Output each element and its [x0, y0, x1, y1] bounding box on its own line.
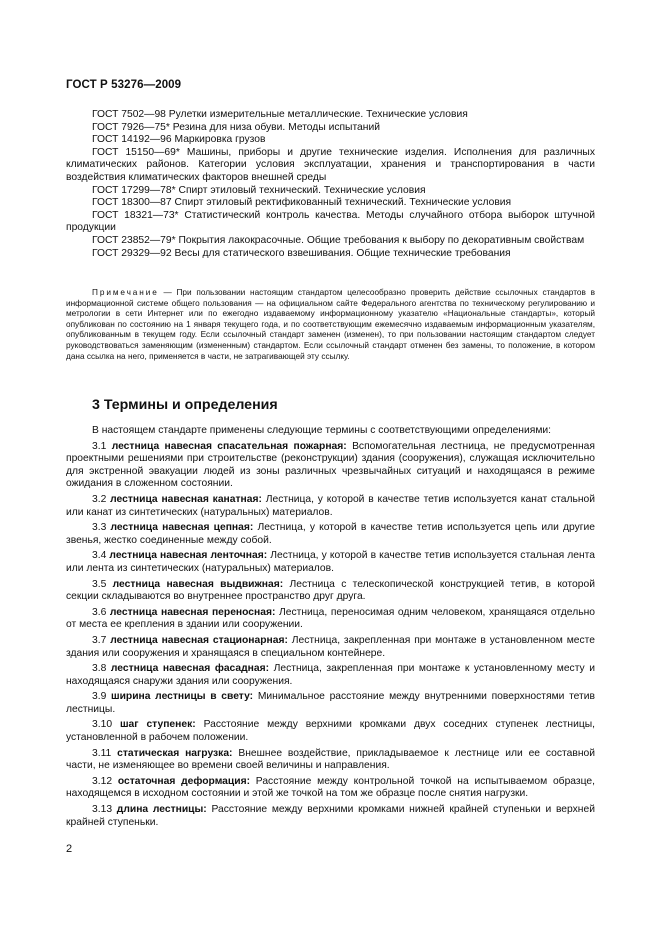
term-name: лестница навесная выдвижная: [112, 578, 284, 590]
term-item [66, 441, 595, 491]
term-definition: Расстояние между контрольной точкой на испытываемом образце, находящемся в исходном состоянии и этой же точкой на том же образце после снятия нагрузки. [66, 775, 595, 800]
reference-item: ГОСТ 15150—69* Машины, приборы и другие технические изделия. Исполнения для различных климатических районов. Категории условия эксплуатации, хранения и транспортирования в части воздействия климатических факторов внешней среды [66, 146, 595, 183]
term-name: остаточная деформация: [117, 775, 251, 787]
term-number: 3.9 [92, 691, 107, 703]
term-item [66, 719, 595, 744]
reference-item: ГОСТ 18321—73* Статистический контроль качества. Методы случайного отбора выборок штучной продукции [66, 209, 595, 234]
terms-list [66, 425, 595, 829]
term-item [66, 691, 595, 716]
note-label: Примечание [92, 288, 159, 297]
term-definition: Расстояние между верхними кромками двух соседних ступенек лестницы, установленной в рабочем положении. [66, 719, 595, 744]
term-name: статическая нагрузка: [117, 747, 233, 759]
term-item [66, 607, 595, 632]
term-item [66, 550, 595, 575]
term-number: 3.5 [92, 578, 107, 590]
term-definition: Минимальное расстояние между внутренними поверхностями тетив лестницы. [66, 691, 595, 715]
term-number: 3.10 [92, 719, 113, 731]
reference-item: ГОСТ 7926—75* Резина для низа обуви. Методы испытаний [92, 121, 380, 133]
term-name: лестница навесная спасательная пожарная: [111, 440, 347, 452]
term-number: 3.8 [92, 663, 107, 675]
section-intro: В настоящем стандарте применены следующие термины с соответствующими определениями: [92, 425, 552, 436]
term-number: 3.7 [92, 634, 107, 646]
term-definition: Расстояние между верхними кромками нижней крайней ступеньки и верхней крайней ступеньки. [66, 804, 595, 828]
term-definition: Лестница с телескопической конструкцией тетив, в которой секции складываются во внутреннее пространство друг друга. [66, 578, 595, 603]
term-definition: Лестница, у которой в качестве тетив используется канат стальной или канат из синтетических (натуральных) материалов. [66, 493, 595, 518]
term-name: лестница навесная стационарная: [110, 634, 288, 646]
term-name: лестница навесная ленточная: [109, 550, 268, 562]
reference-item: ГОСТ 7502—98 Рулетки измерительные металлические. Технические условия [92, 109, 468, 120]
term-name: лестница навесная фасадная: [110, 663, 270, 675]
reference-item: ГОСТ 17299—78* Спирт этиловый технический. Технические условия [92, 184, 426, 196]
term-name: лестница навесная цепная: [110, 522, 254, 534]
note-paragraph [66, 288, 595, 362]
note-text: — При пользовании настоящим стандартом целесообразно проверить действие ссылочных стандартов в информационной системе общего пользования — на официальном сайте Федерального агентства по техническому регулированию и метрологии в сети Интернет или по ежегодно издаваемому информационному указателю «Национальные стандарты», который опубликован по состоянию на 1 января текущего года, и по соответствующим ежемесячно издаваемым информационным указателям, опубликованным в текущем году. Если ссылочный стандарт заменен (изменен), то при пользовании настоящим стандартом следует руководствоваться заменяющим (измененным) стандартом. Если ссылочный стандарт отменен без замены, то положение, в котором дана ссылка на него, применяется в части, не затрагивающей эту ссылку. [66, 288, 595, 361]
term-number: 3.6 [92, 606, 107, 618]
term-definition: Лестница, у которой в качестве тетив используется стальная лента или лента из синтетических (натуральных) материалов. [66, 550, 595, 574]
reference-item: ГОСТ 23852—79* Покрытия лакокрасочные. Общие требования к выбору по декоративным свойствам [92, 234, 585, 246]
term-number: 3.12 [92, 775, 113, 787]
term-item [66, 804, 595, 829]
term-number: 3.11 [92, 747, 112, 759]
term-name: шаг ступенек: [119, 719, 196, 731]
term-number: 3.3 [92, 522, 107, 534]
term-item [66, 748, 595, 773]
term-number: 3.1 [92, 440, 107, 452]
term-definition: Внешнее воздействие, прикладываемое к лестнице или ее составной части, не изменяющее во времени своей величины и направления. [66, 747, 595, 772]
reference-item: ГОСТ 29329—92 Весы для статического взвешивания. Общие технические требования [92, 247, 511, 259]
page-number: 2 [66, 843, 73, 855]
term-item [66, 579, 595, 604]
term-name: ширина лестницы в свету: [111, 691, 254, 703]
term-definition: Лестница, переносимая одним человеком, хранящаяся отдельно от места ее крепления в здании или сооружении. [66, 606, 595, 631]
document-header: ГОСТ Р 53276—2009 [66, 79, 182, 91]
normative-references-list [66, 109, 595, 260]
reference-item: ГОСТ 14192—96 Маркировка грузов [92, 134, 266, 146]
reference-item: ГОСТ 18300—87 Спирт этиловый ректификованный технический. Технические условия [92, 197, 512, 209]
term-item [66, 635, 595, 660]
term-item [66, 522, 595, 547]
term-definition: Лестница, закрепленная при монтаже к установленному месту и находящаяся снаружи здания или сооружения. [66, 663, 595, 687]
term-name: лестница навесная канатная: [110, 493, 262, 505]
term-definition: Вспомогательная лестница, не предусмотренная проектными решениями при строительстве (реконструкции) здания (сооружения), служащая исключительно для экстренной эвакуации людей из зоны различных чрезвычайных ситуаций и находящаяся в режиме ожидания в сложенном состоянии. [66, 440, 595, 490]
term-number: 3.13 [92, 804, 113, 816]
term-definition: Лестница, закрепленная при монтаже в установленном месте здания или сооружения и хранящаяся в специальном контейнере. [66, 634, 595, 659]
term-item [66, 494, 595, 519]
term-item [66, 776, 595, 801]
term-number: 3.2 [92, 493, 107, 505]
term-item [66, 663, 595, 688]
section-title: 3 Термины и определения [92, 397, 278, 413]
term-definition: Лестница, у которой в качестве тетив используется цепь или другие звенья, жестко соединенные между собой. [66, 522, 595, 546]
term-name: лестница навесная переносная: [109, 606, 276, 618]
term-number: 3.4 [92, 550, 107, 562]
note-block [66, 288, 595, 362]
term-name: длина лестницы: [116, 804, 207, 816]
